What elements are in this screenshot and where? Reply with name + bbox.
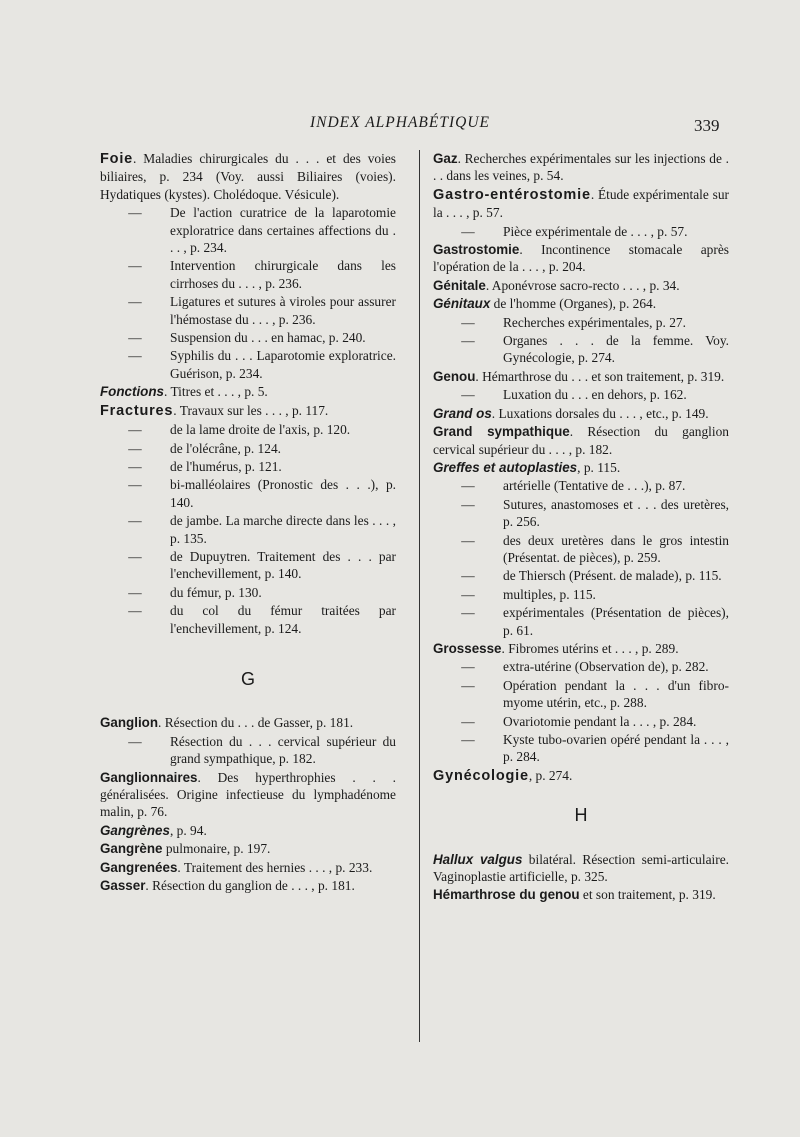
- entry-headword: Genou: [433, 368, 476, 384]
- index-subentry: [100, 421, 396, 438]
- entry-text: . Fibromes utérins et . . . , p. 289.: [501, 640, 679, 656]
- subentry-dash: —: [128, 422, 142, 438]
- entry-headword: Gynécologie: [433, 767, 529, 784]
- entry-headword: Génitaux: [433, 296, 491, 312]
- subentry-dash: —: [461, 314, 475, 330]
- subentry-text: de l'olécrâne, p. 124.: [170, 440, 281, 456]
- subentry-text: bi-malléolaires (Pronostic des . . .), p. 140.: [170, 477, 396, 510]
- entry-headword: Fonctions: [100, 384, 164, 400]
- subentry-text: Intervention chirurgicale dans les cirrhoses du . . . , p. 236.: [170, 258, 396, 291]
- entry-headword: Gangrènes: [100, 822, 170, 838]
- subentry-dash: —: [461, 496, 475, 512]
- subentry-text: du fémur, p. 130.: [170, 584, 262, 600]
- subentry-text: Sutures, anastomoses et . . . des uretères, p. 256.: [503, 496, 729, 530]
- subentry-text: de Dupuytren. Traitement des . . . par l'enchevillement, p. 140.: [170, 548, 396, 582]
- entry-text: pulmonaire, p. 197.: [162, 841, 271, 857]
- subentry-dash: —: [461, 713, 475, 729]
- index-subentry: [433, 223, 729, 240]
- entry-headword: Ganglion: [100, 715, 159, 731]
- index-subentry: [100, 440, 396, 457]
- subentry-dash: —: [461, 333, 475, 349]
- subentry-text: Syphilis du . . . Laparotomie exploratrice. Guérison, p. 234.: [170, 348, 396, 381]
- subentry-text: Ligatures et sutures à viroles pour assurer l'hémostase du . . . , p. 236.: [170, 294, 396, 327]
- index-subentry: [433, 386, 729, 403]
- index-entry: [433, 150, 729, 185]
- subentry-dash: —: [128, 603, 142, 619]
- index-entry: [100, 714, 396, 731]
- entry-headword: Hallux valgus: [433, 851, 523, 867]
- index-entry: [100, 383, 396, 400]
- index-subentry: [433, 731, 729, 766]
- subentry-text: Ovariotomie pendant la . . . , p. 284.: [503, 713, 697, 729]
- entry-text: bilatéral. Résection semi-articulaire. Vaginoplastie artificielle, p. 325.: [433, 851, 729, 885]
- entry-headword: Ganglionnaires: [100, 769, 198, 785]
- entry-text: . Hémarthrose du . . . et son traitement, p. 319.: [475, 368, 725, 384]
- subentry-dash: —: [461, 677, 475, 693]
- subentry-text: Opération pendant la . . . d'un fibro-myome utérin, etc., p. 288.: [503, 677, 729, 711]
- entry-text: . Étude expérimentale sur la . . . , p. 57.: [433, 186, 729, 221]
- index-entry: [433, 186, 729, 222]
- subentry-dash: —: [128, 294, 142, 310]
- index-entry: [433, 640, 729, 657]
- entry-headword: Grand os: [433, 405, 492, 421]
- index-subentry: [100, 257, 396, 292]
- subentry-dash: —: [128, 258, 142, 274]
- column-divider: [419, 150, 420, 1042]
- entry-text: . Traitement des hernies . . . , p. 233.: [177, 859, 373, 875]
- index-entry: [433, 423, 729, 458]
- entry-headword: Fractures: [100, 402, 174, 419]
- subentry-text: De l'action curatrice de la laparotomie exploratrice dans certaines affections du . . . , p. 234.: [170, 205, 396, 256]
- subentry-dash: —: [461, 659, 475, 675]
- index-subentry: [100, 602, 396, 637]
- subentry-text: de Thiersch (Présent. de malade), p. 115.: [503, 568, 722, 584]
- subentry-text: Pièce expérimentale de . . . , p. 57.: [503, 223, 688, 239]
- subentry-text: de jambe. La marche directe dans les . . . , p. 135.: [170, 513, 396, 546]
- entry-text: . Résection du ganglion cervical supérieur du . . . , p. 182.: [433, 424, 729, 457]
- index-subentry: [100, 476, 396, 511]
- index-entry: [433, 295, 729, 312]
- index-subentry: [433, 677, 729, 712]
- subentry-dash: —: [128, 513, 142, 529]
- subentry-dash: —: [461, 605, 475, 621]
- index-subentry: [433, 532, 729, 567]
- subentry-text: Résection du . . . cervical supérieur du grand sympathique, p. 182.: [170, 733, 396, 767]
- subentry-dash: —: [128, 477, 142, 493]
- index-entry: [433, 405, 729, 422]
- entry-text: . Recherches expérimentales sur les injections de . . . dans les veines, p. 54.: [433, 151, 729, 184]
- index-subentry: [100, 733, 396, 768]
- subentry-dash: —: [461, 387, 475, 403]
- index-subentry: [433, 586, 729, 603]
- entry-text: , p. 115.: [577, 459, 621, 475]
- subentry-dash: —: [128, 205, 142, 221]
- entry-headword: Gaz: [433, 151, 458, 166]
- entry-headword: Greffes et autoplasties: [433, 459, 578, 475]
- index-entry: [433, 368, 729, 385]
- entry-text: . Aponévrose sacro-recto . . . , p. 34.: [485, 277, 680, 293]
- entry-text: . Travaux sur les . . . , p. 117.: [173, 402, 329, 418]
- subentry-dash: —: [128, 733, 142, 749]
- index-subentry: [100, 584, 396, 601]
- index-subentry: [433, 314, 729, 331]
- subentry-text: Recherches expérimentales, p. 27.: [503, 314, 686, 330]
- subentry-dash: —: [461, 223, 475, 239]
- left-index-column: [100, 150, 396, 895]
- subentry-text: du col du fémur traitées par l'enchevillement, p. 124.: [170, 603, 396, 636]
- entry-text: et son traitement, p. 319.: [579, 887, 716, 903]
- page-number: 339: [694, 116, 720, 135]
- subentry-text: Organes . . . de la femme. Voy. Gynécologie, p. 274.: [503, 333, 729, 366]
- subentry-text: Luxation du . . . en dehors, p. 162.: [503, 387, 687, 403]
- index-entry: [433, 459, 729, 476]
- index-entry: [433, 851, 729, 886]
- index-entry: [100, 402, 396, 420]
- entry-text: . Luxations dorsales du . . . , etc., p. 149.: [491, 405, 709, 421]
- section-letter: H: [574, 805, 588, 826]
- entry-headword: Grand sympathique: [433, 424, 570, 440]
- index-entry: [100, 877, 396, 894]
- subentry-dash: —: [128, 440, 142, 456]
- index-subentry: [100, 512, 396, 547]
- subentry-text: artérielle (Tentative de . . .), p. 87.: [503, 478, 686, 494]
- index-subentry: [433, 604, 729, 639]
- entry-headword: Hémarthrose du genou: [433, 887, 580, 903]
- entry-text: , p. 274.: [528, 767, 573, 783]
- index-subentry: [100, 347, 396, 382]
- subentry-dash: —: [128, 458, 142, 474]
- subentry-text: extra-utérine (Observation de), p. 282.: [503, 659, 709, 675]
- subentry-text: multiples, p. 115.: [503, 586, 596, 602]
- subentry-text: expérimentales (Présentation de pièces), p. 61.: [503, 605, 729, 638]
- index-subentry: [433, 658, 729, 675]
- subentry-dash: —: [461, 586, 475, 602]
- index-subentry: [433, 496, 729, 531]
- index-subentry: [100, 293, 396, 328]
- subentry-text: Kyste tubo-ovarien opéré pendant la . . . , p. 284.: [503, 732, 729, 765]
- entry-text: . Incontinence stomacale après l'opération de la . . . , p. 204.: [433, 242, 729, 275]
- subentry-dash: —: [461, 532, 475, 548]
- entry-headword: Gastro-entérostomie: [433, 186, 591, 203]
- subentry-text: Suspension du . . . en hamac, p. 240.: [170, 330, 366, 346]
- index-entry: [433, 767, 729, 785]
- index-subentry: [433, 477, 729, 494]
- subentry-dash: —: [128, 330, 142, 346]
- entry-text: . Résection du ganglion de . . . , p. 181.: [145, 878, 355, 894]
- index-entry: [433, 277, 729, 294]
- subentry-dash: —: [128, 584, 142, 600]
- index-subentry: [433, 332, 729, 367]
- index-entry: [433, 886, 729, 903]
- index-subentry: [433, 567, 729, 584]
- index-subentry: [100, 548, 396, 583]
- entry-text: de l'homme (Organes), p. 264.: [490, 296, 657, 312]
- entry-headword: Gasser: [100, 878, 146, 894]
- running-title: INDEX ALPHABÉTIQUE: [309, 114, 491, 131]
- index-entry: [100, 840, 396, 857]
- entry-headword: Gangrène: [100, 841, 163, 857]
- entry-headword: Génitale: [433, 277, 486, 293]
- subentry-dash: —: [461, 478, 475, 494]
- entry-text: . Titres et . . . , p. 5.: [163, 384, 268, 400]
- subentry-dash: —: [128, 548, 142, 564]
- subentry-text: des deux uretères dans le gros intestin (Présentat. de pièces), p. 259.: [503, 532, 729, 565]
- index-entry: [100, 769, 396, 821]
- entry-text: . Des hyperthrophies . . . généralisées. Origine infectieuse du lymphadénome malin, p. 76.: [100, 769, 396, 820]
- index-subentry: [100, 458, 396, 475]
- index-subentry: [433, 713, 729, 730]
- subentry-dash: —: [461, 732, 475, 747]
- entry-text: . Maladies chirurgicales du . . . et des voies biliaires, p. 234 (Voy. aussi Biliaires (voies). Hydatiques (kystes). Cholédoque. Vésicule).: [100, 151, 396, 202]
- index-entry: [100, 150, 396, 203]
- entry-headword: Foie: [100, 151, 134, 167]
- section-letter: G: [240, 668, 255, 689]
- entry-text: , p. 94.: [169, 822, 207, 838]
- subentry-text: de la lame droite de l'axis, p. 120.: [170, 422, 351, 438]
- entry-headword: Gastrostomie: [433, 242, 520, 258]
- subentry-dash: —: [128, 348, 142, 364]
- subentry-dash: —: [461, 568, 475, 584]
- entry-headword: Grossesse: [433, 640, 502, 656]
- entry-headword: Gangrenées: [100, 859, 178, 875]
- entry-text: . Résection du . . . de Gasser, p. 181.: [158, 715, 354, 731]
- index-entry: [433, 241, 729, 276]
- index-subentry: [100, 204, 396, 256]
- index-subentry: [100, 329, 396, 346]
- index-entry: [100, 822, 396, 839]
- subentry-text: de l'humérus, p. 121.: [170, 458, 282, 474]
- index-entry: [100, 859, 396, 876]
- right-index-column: [433, 150, 729, 905]
